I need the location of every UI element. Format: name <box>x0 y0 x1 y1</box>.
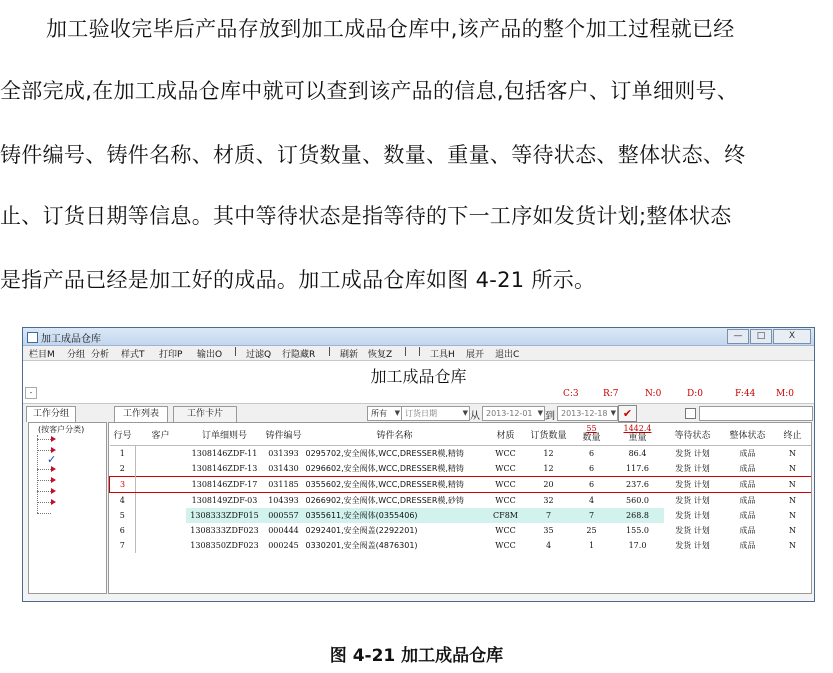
cell-overall-status: 成品 <box>739 541 756 550</box>
menu-bar <box>23 346 814 361</box>
cell-qty: 4 <box>588 496 595 505</box>
to-date-value: 2013-12-18 <box>561 409 608 418</box>
tree-expand-icon[interactable] <box>51 466 56 472</box>
cell-row-no: 6 <box>110 523 136 538</box>
cell-terminate: N <box>789 511 796 520</box>
menu-style[interactable]: 样式T <box>121 350 145 360</box>
cell-qty: 7 <box>572 508 612 523</box>
table-row[interactable] <box>110 446 812 462</box>
table-row[interactable] <box>110 538 812 553</box>
cell-order-qty: 12 <box>543 464 554 473</box>
cell-order: 1308350ZDF023 <box>190 541 259 550</box>
cell-qty: 1 <box>588 541 595 550</box>
cell-qty: 6 <box>588 464 595 473</box>
stat-d: D:0 <box>687 389 703 399</box>
tree-branch <box>37 513 51 514</box>
cell-terminate: N <box>774 477 812 493</box>
tree-expand-icon[interactable] <box>51 499 56 505</box>
form-title: 加工成品仓库 <box>370 367 467 386</box>
cell-weight: 117.6 <box>626 464 649 473</box>
cell-wait-status: 发货 计划 <box>664 477 722 493</box>
paragraph-line-4: 止、订货日期等信息。其中等待状态是指等待的下一工序如发货计划;整体状态 <box>0 204 732 228</box>
cell-order: 1308146ZDF-13 <box>191 464 258 473</box>
col-header-wait-status[interactable]: 等待状态 <box>664 423 722 446</box>
paragraph-line-5: 是指产品已经是加工好的成品。加工成品仓库如图 4-21 所示。 <box>0 268 596 292</box>
tree-header: (按客户分类) <box>38 425 85 434</box>
cell-qty: 25 <box>586 526 597 535</box>
date-field-select[interactable] <box>401 406 470 421</box>
col-header-qty[interactable] <box>572 423 612 446</box>
tree-branch <box>37 480 51 481</box>
stat-r: R:7 <box>603 389 619 399</box>
col-header-terminate[interactable]: 终止 <box>774 423 812 446</box>
cell-material: WCC <box>486 477 526 493</box>
cell-customer <box>136 523 186 538</box>
tree-branch <box>37 469 51 470</box>
total-weight: 1442.4 <box>623 424 652 433</box>
cell-order: 1308146ZDF-17 <box>186 477 264 493</box>
cell-cast-no: 031393 <box>268 449 299 458</box>
cell-overall-status: 成品 <box>739 511 756 520</box>
chevron-down-icon: ▼ <box>462 409 468 417</box>
cell-wait-status: 发货 计划 <box>675 541 710 550</box>
cell-qty: 6 <box>588 449 595 458</box>
cell-wait-status: 发货 计划 <box>675 464 710 473</box>
cell-terminate: N <box>789 464 796 473</box>
tab-work-list[interactable]: 工作列表 <box>114 406 168 422</box>
cell-weight: 17.0 <box>628 541 647 550</box>
cell-cast-name: 0295702,安全阀体,WCC,DRESSER模,精铸 <box>305 449 464 458</box>
tab-work-card[interactable]: 工作卡片 <box>173 406 237 422</box>
stat-c: C:3 <box>563 389 579 399</box>
menu-hide-rows[interactable]: 行隐藏R <box>282 350 316 360</box>
cell-wait-status: 发货 计划 <box>675 526 710 535</box>
menu-expand[interactable]: 展开 <box>466 350 485 360</box>
checkmark-icon[interactable]: ✓ <box>47 453 57 466</box>
cell-cast-name: 0330201,安全阀盖(4876301) <box>305 541 418 550</box>
cell-cast-no: 000444 <box>268 526 299 535</box>
cell-terminate: N <box>789 449 796 458</box>
tab-filter-row <box>23 404 814 422</box>
paragraph-line-2: 全部完成,在加工成品仓库中就可以查到该产品的信息,包括客户、订单细则号、 <box>0 79 739 103</box>
table-row[interactable] <box>110 508 812 523</box>
menu-separator: | <box>418 347 422 357</box>
paragraph-line-1: 加工验收完毕后产品存放到加工成品仓库中,该产品的整个加工过程就已经 <box>46 17 735 41</box>
group-tree-panel <box>28 422 107 594</box>
data-grid <box>108 422 812 594</box>
col-header-qty-label: 数量 <box>582 433 601 443</box>
scope-select-value: 所有 <box>371 409 387 418</box>
cell-order: 1308333ZDF023 <box>190 526 259 535</box>
window-controls <box>727 329 811 344</box>
tab-work-group[interactable]: 工作分组 <box>26 406 76 422</box>
cell-cast-name: 0355611,安全阀体(0355406) <box>304 508 486 523</box>
table-row[interactable] <box>110 461 812 477</box>
window-titlebar <box>23 328 814 346</box>
app-icon <box>27 332 38 343</box>
chevron-down-icon: ▼ <box>394 409 400 417</box>
cell-terminate: N <box>789 541 796 550</box>
col-header-order[interactable]: 订单细则号 <box>186 423 264 446</box>
menu-refresh[interactable]: 刷新 <box>340 350 359 360</box>
cell-cast-name: 0296602,安全阀体,WCC,DRESSER模,精铸 <box>305 464 464 473</box>
col-header-overall-status[interactable]: 整体状态 <box>722 423 774 446</box>
cell-cast-name: 0355602,安全阀体,WCC,DRESSER模,精铸 <box>304 477 486 493</box>
scope-select[interactable] <box>367 406 402 421</box>
menu-restore[interactable]: 恢复Z <box>368 350 393 360</box>
cell-row-no: 3 <box>110 477 136 493</box>
cell-weight: 86.4 <box>628 449 647 458</box>
cell-customer <box>136 493 186 509</box>
menu-exit[interactable]: 退出C <box>495 350 520 360</box>
cell-material: WCC <box>495 526 516 535</box>
cell-customer <box>136 446 186 462</box>
col-header-row-no[interactable]: 行号 <box>110 423 136 446</box>
to-label: 到 <box>545 411 555 422</box>
col-header-cast-no[interactable]: 铸件编号 <box>264 423 304 446</box>
col-header-weight[interactable] <box>612 423 664 446</box>
col-header-material[interactable]: 材质 <box>486 423 526 446</box>
cell-cast-no: 000245 <box>268 541 299 550</box>
cell-cast-no: 031430 <box>268 464 299 473</box>
cell-order: 1308146ZDF-11 <box>191 449 258 458</box>
cell-material: WCC <box>495 496 516 505</box>
col-header-cast-name[interactable]: 铸件名称 <box>304 423 486 446</box>
minimize-button[interactable]: — <box>727 329 749 344</box>
paragraph-line-3: 铸件编号、铸件名称、材质、订货数量、数量、重量、等待状态、整体状态、终 <box>0 143 746 167</box>
cell-order-qty: 12 <box>543 449 554 458</box>
cell-terminate: N <box>789 526 796 535</box>
cell-customer <box>136 508 186 523</box>
col-header-weight-label: 重量 <box>628 433 647 443</box>
cell-cast-no: 000557 <box>264 508 304 523</box>
search-input[interactable] <box>699 406 813 421</box>
cell-qty: 6 <box>572 477 612 493</box>
cell-row-no: 4 <box>110 493 136 509</box>
cell-weight: 155.0 <box>626 526 649 535</box>
cell-customer <box>136 461 186 477</box>
cell-overall-status: 成品 <box>739 449 756 458</box>
cell-material: WCC <box>495 541 516 550</box>
stat-m: M:0 <box>776 389 794 399</box>
cell-wait-status: 发货 计划 <box>675 496 710 505</box>
figure-caption: 图 4-21 加工成品仓库 <box>329 646 504 666</box>
cell-terminate: N <box>789 496 796 505</box>
cell-wait-status: 发货 计划 <box>675 511 710 520</box>
menu-tools[interactable]: 工具H <box>430 350 455 360</box>
date-field-value: 订货日期 <box>405 409 437 418</box>
cell-material: WCC <box>495 449 516 458</box>
cell-weight: 268.8 <box>612 508 664 523</box>
from-date-value: 2013-12-01 <box>486 409 533 418</box>
cell-cast-name: 0266902,安全阀体,WCC,DRESSER模,砂铸 <box>305 496 464 505</box>
apply-filter-button[interactable]: ✔ <box>618 405 637 422</box>
cell-order-qty: 32 <box>543 496 554 505</box>
window-title: 加工成品仓库 <box>41 334 101 345</box>
tree-expand-icon[interactable] <box>51 436 56 442</box>
col-header-customer[interactable]: 客户 <box>136 423 186 446</box>
cell-overall-status: 成品 <box>739 496 756 505</box>
chevron-down-icon: ▼ <box>537 409 543 417</box>
cell-order-qty: 20 <box>526 477 572 493</box>
cell-weight: 560.0 <box>626 496 649 505</box>
cell-order-qty: 7 <box>526 508 572 523</box>
cell-customer <box>136 477 186 493</box>
cell-cast-name: 0292401,安全阀盖(2292201) <box>305 526 418 535</box>
to-date-picker[interactable] <box>557 406 618 421</box>
table-row[interactable] <box>110 493 812 509</box>
product-table <box>109 423 812 553</box>
menu-analyze[interactable]: 分析 <box>91 350 110 360</box>
chevron-down-icon: ▼ <box>610 409 616 417</box>
close-button[interactable]: X <box>773 329 811 344</box>
collapse-button[interactable]: - <box>25 387 37 399</box>
tree-branch <box>37 450 51 451</box>
cell-overall-status: 成品 <box>739 464 756 473</box>
menu-export[interactable]: 输出O <box>197 350 223 360</box>
cell-customer <box>136 538 186 553</box>
tree-branch <box>37 439 51 440</box>
cell-order-qty: 35 <box>543 526 554 535</box>
cell-overall-status: 成品 <box>722 477 774 493</box>
cell-order: 1308149ZDF-03 <box>191 496 258 505</box>
menu-filter[interactable]: 过滤Q <box>246 350 272 360</box>
from-label: 从 <box>470 411 480 422</box>
table-header-row <box>110 423 812 446</box>
cell-order: 1308333ZDF015 <box>186 508 264 523</box>
app-window <box>22 327 815 602</box>
table-row[interactable] <box>110 523 812 538</box>
cell-row-no: 5 <box>110 508 136 523</box>
cell-cast-no: 031185 <box>264 477 304 493</box>
tree-branch <box>37 502 51 503</box>
cell-cast-no: 104393 <box>268 496 299 505</box>
cell-material: CF8M <box>486 508 526 523</box>
cell-row-no: 7 <box>110 538 136 553</box>
menu-separator: | <box>234 347 238 357</box>
menu-print[interactable]: 打印P <box>159 350 183 360</box>
menu-columns[interactable]: 栏目M <box>29 350 55 360</box>
table-row-selected[interactable] <box>110 477 812 493</box>
menu-group[interactable]: 分组 <box>67 350 86 360</box>
form-header <box>23 361 814 404</box>
cell-weight: 237.6 <box>612 477 664 493</box>
maximize-button[interactable]: □ <box>750 329 772 344</box>
menu-separator: | <box>404 347 408 357</box>
stat-n: N:0 <box>645 389 662 399</box>
cell-row-no: 1 <box>110 446 136 462</box>
cell-material: WCC <box>495 464 516 473</box>
cell-wait-status: 发货 计划 <box>675 449 710 458</box>
col-header-order-qty[interactable]: 订货数量 <box>526 423 572 446</box>
menu-separator: | <box>328 347 332 357</box>
filter-checkbox[interactable] <box>685 408 696 419</box>
cell-order-qty: 4 <box>545 541 552 550</box>
stat-f: F:44 <box>735 389 756 399</box>
from-date-picker[interactable] <box>482 406 545 421</box>
tree-expand-icon[interactable] <box>51 477 56 483</box>
tree-expand-icon[interactable] <box>51 488 56 494</box>
total-qty: 55 <box>586 424 597 433</box>
tree-branch <box>37 491 51 492</box>
cell-overall-status: 成品 <box>739 526 756 535</box>
cell-row-no: 2 <box>110 461 136 477</box>
